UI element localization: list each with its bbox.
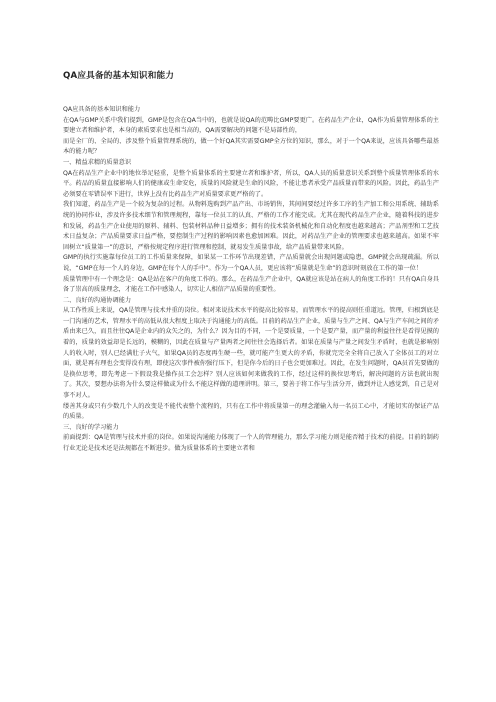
paragraph-intro-2: 而是全厂的、全局的、涉及整个质量管理系统的，做一个好QA其实需要GMP全方位的知识，那么，对于一个QA来说，应该具备哪些最基本的能力呢？ (63, 137, 439, 156)
document-title: QA应具备的基本知识和能力 (63, 71, 175, 81)
paragraph: 前面提到：QA是管理与技术并重的岗位。如果说沟通能力体现了一个人的管理能力，那么学习能力则是能否精于技术的前提。目前的制药行业无论是技术还是法规都在不断进步。做为质量体系的主要建立者和 (63, 434, 439, 452)
paragraph: 我们知道，药品生产是一个较为复杂的过程。从物料选购到产品产出、市场销售，其间间要经过许多工序的生产加工和公用系统、辅助系统的协同作业，涉及许多技术细节和管理规程，靠每一位员工的认真、严格的工作才能完成。尤其在现代药品生产企业，随着科技的进步和发展，药品生产企业使用的原料、辅料、包装材料品种日益增多；拥有的技术装备机械化和自动化程度也越来越高；产品剂型和工艺技术日益复杂；产品质量要求日益严格，要控制生产过程的影响因素也愈加困难。因此，对药品生产企业的管理要求也越来越高。如果不牢固树立“质量第一”的意识，严格按规定程序进行管理和控制，就易发生质量事故，给产品质量带来风险。 (63, 201, 439, 251)
section-heading-1: 一、精益求精的质量意识 (63, 158, 132, 166)
section-heading-3: 三、良好的学习能力 (63, 423, 119, 431)
paragraph: QA在药品生产企业中的地位举足轻重，是整个质量体系的主要建立者和维护者，所以，QA人员的质量意识关系到整个质量管理体系的水平。药品的质量直接影响人们的健康或生命安危，质量的风险就是生命的风险，不能让患者承受产品质量而带来的风险。因此，药品生产必须要在零错误率下进行，世界上没有比药品生产对质量要求更严格的了。 (63, 169, 439, 198)
paragraph: GMP的执行实施靠每位员工的工作质量来保障，如果某一工作环节出现差错，产品质量就会出现问题或隐患，GMP就会出现疏漏。所以说，“GMP在每一个人的身边，GMP在每个人的手中”。作为一个QA人员，更应该将“质量就是生命”的意识时刻放在工作的第一位！ (63, 254, 439, 272)
section-heading-2: 二、良好的沟通协调能力 (63, 296, 132, 304)
paragraph-intro-1: 在QA与GMP关系中我们提到，GMP是包含在QA当中的，也就是说QA的范畴比GMP要更广。在药品生产企业，QA作为质量管理体系的主要建立者和维护者，本身的素质要求也是相当高的，QA需要解决的问题不是局部性的， (63, 116, 439, 135)
paragraph: 缕善其身或只有少数几个人的改变是不能代表整个流程的，只有在工作中将质量第一的理念灌输入每一名员工心中，才能切实的保证产品的质量。 (63, 402, 439, 421)
paragraph-subtitle: QA应具备的基本知识和能力 (63, 106, 141, 113)
paragraph: 质量管理中有一个理念是：QA是站在客户的角度工作的。那么，在药品生产企业中，QA就应该是站在病人的角度工作的！只有QA自身具备了崇高的质量理念，才能在工作中感染人，切实让人相信产品质量的重要性。 (63, 275, 439, 294)
paragraph: 从工作性质上来说，QA是管理与技术并重的岗位。相对来说技术水平的提高比较容易，而管理水平的提高则任重道远。管理，归根到底是一门沟通的艺术，管理水平的高低从很大程度上取决于沟通能力的高低。目前的药品生产企业，质量与生产之间、QA与生产车间之间的矛盾由来已久，而且往往QA是企业内的众矢之的，为什么？因为目的不同，一个是要质量，一个是要产量，而产量的利益往往是看得见摸的着的，质量的效益却是长远的，模糊的，因此在质量与产量两者之间往往会选择后者。如果在质量与产量之间发生矛盾时，也就是影响别人的收入时，别人已经满肚子火气，如果QA员的态度再生硬一些，就可能产生更大的矛盾，你就完完全全将自己放入了全体员工的对立面，就是再有理也会变得没有理，即使这次事件被你强行压下，但是你今后的日子也会更加难过。因此，在发生问题时，QA员首先要做的是换位思考，即先考虑一下假设我是操作员工会怎样？别人应该如何来做我的工作，经过这样的换位思考后，解决问题的方法也就出现了。其次，要想办法将为什么要这样做或为什么不能这样做的道理讲明。第三，要善于将工作与生活分开，做到并让人感觉到，自己是对事不对人。 (63, 307, 439, 400)
document-body (63, 105, 439, 455)
